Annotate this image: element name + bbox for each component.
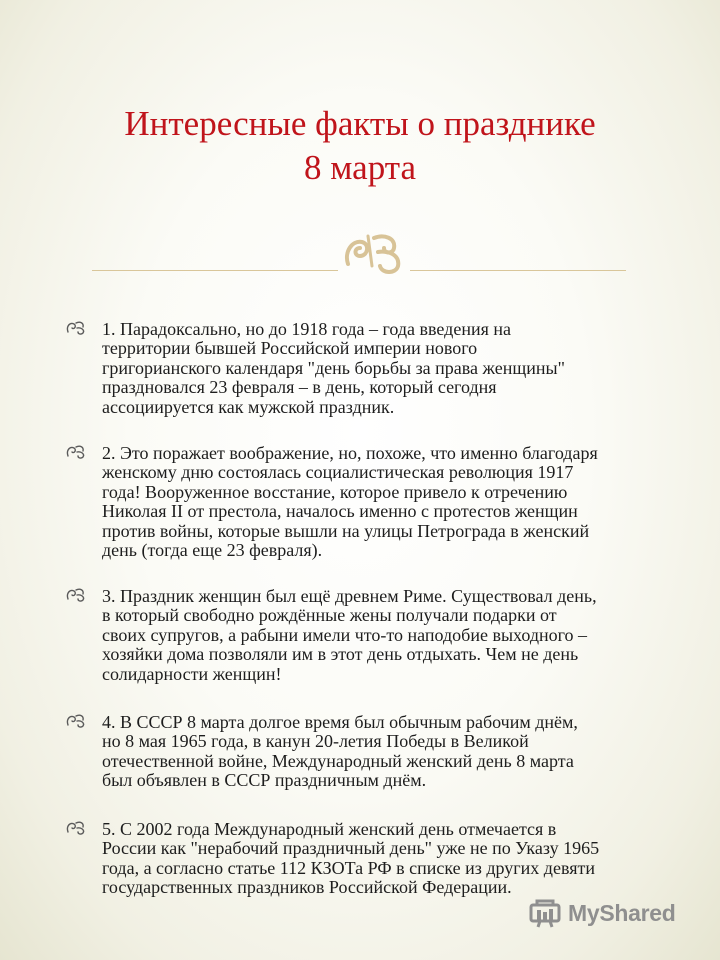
fact-text-4: 4. В СССР 8 марта долгое время был обычным рабочим днём, но 8 мая 1965 года, в канун 20-летия Победы в Великой отечественной войне, Международный женский день 8 марта был объявлен в СССР праздничным днём. — [102, 712, 578, 791]
fact-text-5: 5. С 2002 года Международный женский день отмечается в России как "нерабочий праздничный день" уже не по Указу 1965 года, а согласно статье 112 КЗОТа РФ в списке из других девяти государственных праздников Российской Федерации. — [102, 819, 600, 898]
bullet-icon — [65, 320, 87, 342]
myshared-watermark[interactable] — [528, 896, 676, 930]
watermark-text: MyShared — [568, 899, 676, 926]
fact-text-1: 1. Парадоксально, но до 1918 года – года введения на территории бывшей Российской империи нового григорианского календаря "день борьбы за права женщины" праздновался 23 февраля – в день, который сегодня ассоциируется как мужской праздник. — [102, 319, 565, 417]
divider-left — [92, 270, 338, 271]
myshared-logo-icon — [528, 898, 562, 928]
title-line-1: Интересные факты о празднике — [124, 104, 596, 143]
list-item — [62, 587, 597, 684]
bullet-icon — [65, 444, 87, 466]
swirl-ornament-icon — [338, 222, 410, 278]
list-item — [62, 444, 598, 560]
bullet-icon — [65, 587, 87, 609]
fact-text-3: 3. Праздник женщин был ещё древнем Риме. Существовал день, в который свободно рождённые жены получали подарки от своих супругов, а рабыни имели что-то наподобие выходного – хозяйки дома позволяли им в этот день отдыхать. Чем не день солидарности женщин! — [102, 586, 597, 684]
divider-right — [410, 270, 626, 271]
list-item — [62, 320, 565, 417]
title-line-2: 8 марта — [304, 148, 416, 187]
list-item — [62, 820, 599, 898]
list-item — [62, 713, 578, 791]
fact-text-2: 2. Это поражает воображение, но, похоже, что именно благодаря женскому дню состоялась социалистическая революция 1917 года! Вооруженное восстание, которое привело к отречению Николая II от престола, началось именно с протестов женщин против войны, которые вышли на улицы Петрограда в женский день (тогда еще 23 февраля). — [102, 443, 598, 561]
bullet-icon — [65, 820, 87, 842]
bullet-icon — [65, 713, 87, 735]
page-title — [60, 102, 660, 190]
